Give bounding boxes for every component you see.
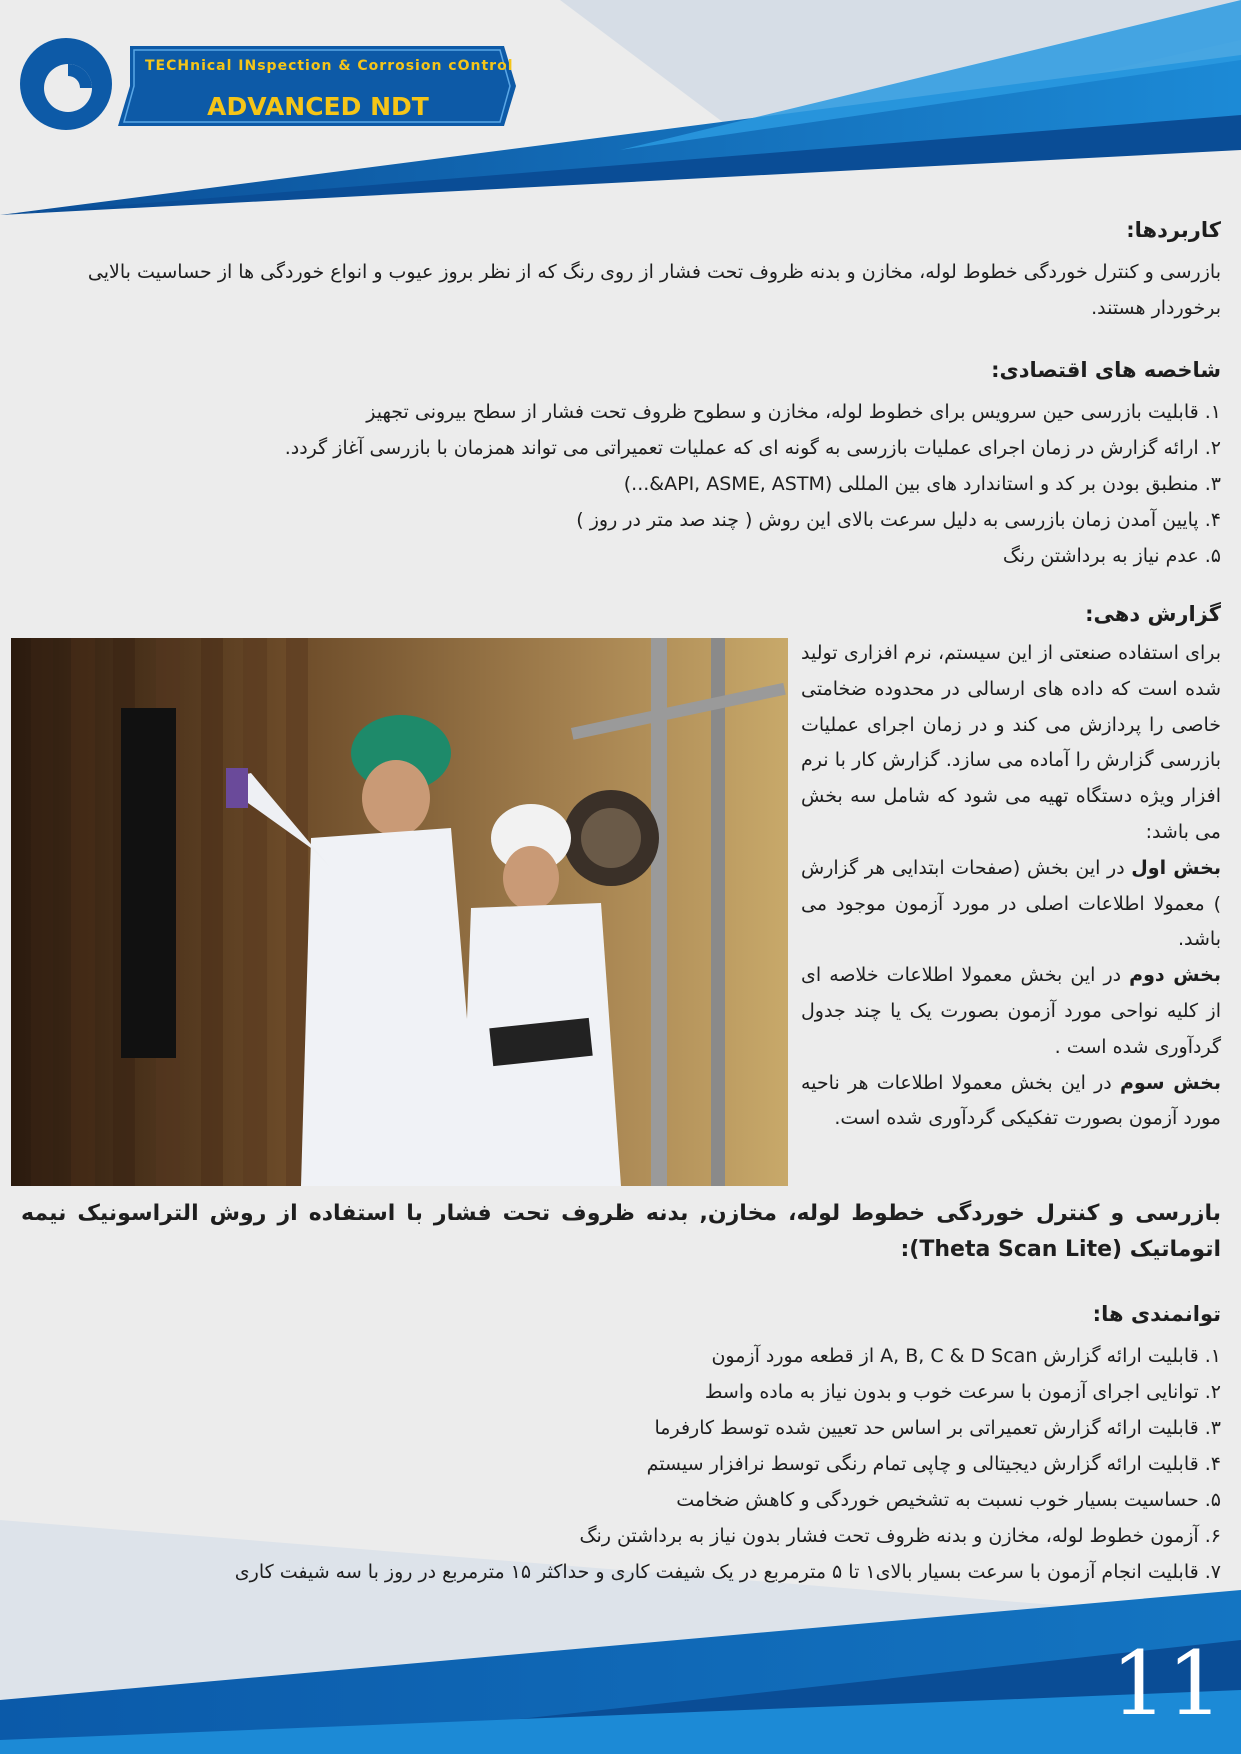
list-item: ۴. قابلیت ارائه گزارش دیجیتالی و چاپی تمام رنگی توسط نرافزار سیستم xyxy=(646,1453,1221,1475)
economic-list xyxy=(285,394,1221,574)
reporting-text xyxy=(801,636,1221,1137)
part1-text: در این بخش (صفحات ابتدایی هر گزارش ) معمولا اطلاعات اصلی در مورد آزمون موجود می باشد. xyxy=(801,856,1221,951)
capabilities-list xyxy=(235,1338,1221,1590)
list-item: ۴. پایین آمدن زمان بازرسی به دلیل سرعت بالای این روش ( چند صد متر در روز ) xyxy=(576,509,1221,531)
part2-text: در این بخش معمولا اطلاعات خلاصه ای از کلیه نواحی مورد آزمون بصورت یک یا چند جدول گردآوری شده است . xyxy=(801,964,1221,1058)
list-item: ۶. آزمون خطوط لوله، مخازن و بدنه ظروف تحت فشار بدون نیاز به برداشتن رنگ xyxy=(579,1525,1221,1547)
company-logo-icon xyxy=(20,38,112,130)
economic-heading: شاخصه های اقتصادی: xyxy=(991,358,1221,382)
list-item: ۳. منطبق بودن بر کد و استاندارد های بین المللی (API, ASME, ASTM&...) xyxy=(623,473,1221,495)
list-item: ۵. عدم نیاز به برداشتن رنگ xyxy=(1002,545,1221,567)
header-swoosh-dark xyxy=(0,115,1241,215)
capabilities-heading: توانمندی ها: xyxy=(1092,1302,1221,1326)
logo-line-tagline: ADVANCED NDT xyxy=(207,92,429,121)
part3-text: در این بخش معمولا اطلاعات هر ناحیه مورد آزمون بصورت تفکیکی گردآوری شده است. xyxy=(801,1071,1221,1130)
logo-line-company: TECHnical INspection & Corrosion cOntrol xyxy=(145,58,514,74)
part3-label: بخش سوم xyxy=(1119,1071,1221,1094)
inspection-photo xyxy=(11,638,788,1186)
list-item: ۷. قابلیت انجام آزمون با سرعت بسیار بالای۱ تا ۵ مترمربع در یک شیفت کاری و حداکثر ۱۵ مترمربع در روز با سه شیفت کاری xyxy=(234,1561,1221,1583)
method-title: بازرسی و کنترل خوردگی خطوط لوله، مخازن, بدنه ظروف تحت فشار با استفاده از روش التراسونیک نیمه اتوماتیک (Theta Scan Lite): xyxy=(21,1201,1221,1262)
list-item: ۲. توانایی اجرای آزمون با سرعت خوب و بدون نیاز به ماده واسط xyxy=(704,1381,1221,1403)
part1-label: بخش اول xyxy=(1131,856,1221,879)
list-item: ۱. قابلیت ارائه گزارش A, B, C & D Scan از قطعه مورد آزمون xyxy=(711,1345,1221,1367)
list-item: ۲. ارائه گزارش در زمان اجرای عملیات بازرسی به گونه ای که عملیات تعمیراتی می تواند همزمان با بازرسی آغاز گردد. xyxy=(284,437,1221,459)
list-item: ۱. قابلیت بازرسی حین سرویس برای خطوط لوله، مخازن و سطوح ظروف تحت فشار از سطح بیرونی تجهیز xyxy=(366,401,1221,423)
applications-text: بازرسی و کنترل خوردگی خطوط لوله، مخازن و بدنه ظروف تحت فشار از روی رنگ که از نظر بروز عیوب و انواع خوردگی ها از حساسیت بالایی برخوردار هستند. xyxy=(87,261,1221,319)
list-item: ۳. قابلیت ارائه گزارش تعمیراتی بر اساس حد تعیین شده توسط کارفرما xyxy=(654,1417,1221,1439)
reporting-heading: گزارش دهی: xyxy=(1085,602,1221,626)
reporting-intro: برای استفاده صنعتی از این سیستم، نرم افزاری تولید شده است که داده های ارسالی در محدوده ضخامتی خاصی را پردازش می کند و در زمان اجرای عملیات بازرسی گزارش را آماده می سازد. گزارش کار با نرم افزار ویژه دستگاه تهیه می شود که شامل سه بخش می باشد: xyxy=(801,642,1221,843)
page-number: 11 xyxy=(1111,1632,1223,1735)
list-item: ۵. حساسیت بسیار خوب نسبت به تشخیص خوردگی و کاهش ضخامت xyxy=(676,1489,1221,1511)
part2-label: بخش دوم xyxy=(1129,964,1221,987)
applications-heading: کاربردها: xyxy=(1126,218,1221,242)
